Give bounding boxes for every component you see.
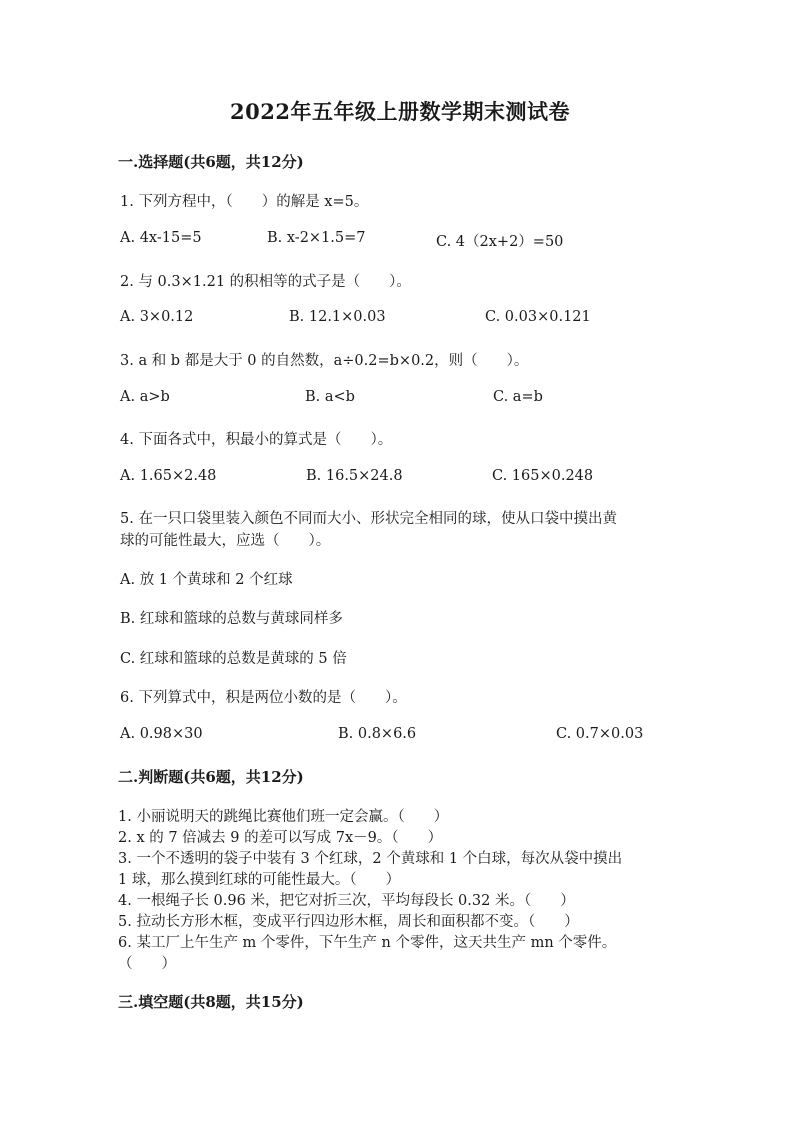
option-c: C. a=b (493, 389, 543, 405)
section-header-fill: 三.填空题(共8题，共15分) (118, 993, 304, 1011)
question-text: 2. 与 0.3×1.21 的积相等的式子是（ ）。 (120, 274, 411, 290)
option-a: A. a>b (120, 389, 170, 405)
option-c: C. 4（2x+2）=50 (436, 234, 564, 250)
option-c: C. 165×0.248 (492, 468, 594, 484)
question-text: 球的可能性最大，应选（ ）。 (120, 533, 331, 549)
question-text: 3. a 和 b 都是大于 0 的自然数，a÷0.2=b×0.2，则（ ）。 (120, 353, 529, 369)
judgment-line: 5. 拉动长方形木框，变成平行四边形木框，周长和面积都不变。（ ） (118, 914, 579, 930)
option-b: B. 12.1×0.03 (289, 309, 386, 325)
judgment-line: 3. 一个不透明的袋子中装有 3 个红球，2 个黄球和 1 个白球，每次从袋中摸出 (118, 851, 623, 867)
section-header-choice: 一.选择题(共6题，共12分) (118, 153, 304, 171)
option-c: C. 0.7×0.03 (556, 726, 644, 742)
option-b: B. a<b (305, 389, 355, 405)
judgment-line: 2. x 的 7 倍减去 9 的差可以写成 7x－9。（ ） (118, 830, 443, 846)
judgment-line: 6. 某工厂上午生产 m 个零件，下午生产 n 个零件，这天共生产 mn 个零件。 (118, 935, 617, 951)
question-text: 6. 下列算式中，积是两位小数的是（ ）。 (120, 690, 407, 706)
option-a: A. 4x-15=5 (120, 230, 202, 246)
option-b: B. 红球和篮球的总数与黄球同样多 (120, 611, 343, 627)
section-header-judgment: 二.判断题(共6题，共12分) (118, 768, 304, 786)
judgment-line: 4. 一根绳子长 0.96 米，把它对折三次，平均每段长 0.32 米。（ ） (118, 893, 575, 909)
option-a: A. 3×0.12 (120, 309, 194, 325)
judgment-line: （ ） (118, 956, 176, 972)
option-b: B. x-2×1.5=7 (267, 230, 366, 246)
option-a: A. 1.65×2.48 (120, 468, 217, 484)
option-c: C. 0.03×0.121 (485, 309, 591, 325)
judgment-line: 1. 小丽说明天的跳绳比赛他们班一定会赢。（ ） (118, 809, 449, 825)
option-a: A. 放 1 个黄球和 2 个红球 (120, 572, 293, 588)
question-text: 1. 下列方程中，（ ）的解是 x=5。 (120, 194, 369, 210)
page-title: 2022年五年级上册数学期末测试卷 (230, 99, 570, 124)
question-text: 5. 在一只口袋里装入颜色不同而大小、形状完全相同的球，使从口袋中摸出黄 (120, 511, 617, 527)
question-text: 4. 下面各式中，积最小的算式是（ ）。 (120, 432, 393, 448)
option-c: C. 红球和篮球的总数是黄球的 5 倍 (120, 651, 347, 667)
judgment-line: 1 球，那么摸到红球的可能性最大。（ ） (118, 872, 401, 888)
option-b: B. 0.8×6.6 (338, 726, 417, 742)
option-a: A. 0.98×30 (120, 726, 203, 742)
option-b: B. 16.5×24.8 (306, 468, 403, 484)
